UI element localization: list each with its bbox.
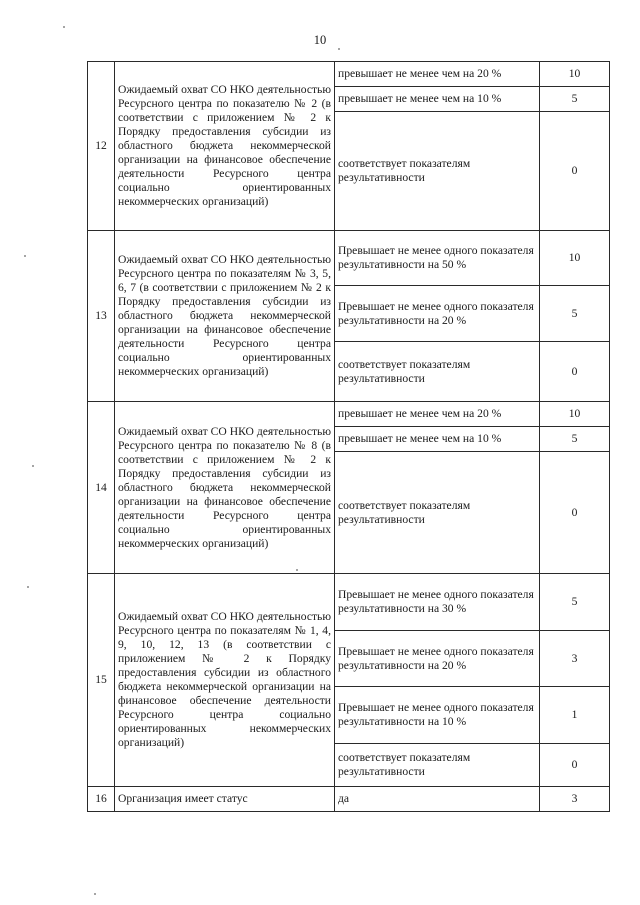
table-row bbox=[88, 402, 610, 427]
row-number: 14 bbox=[88, 402, 115, 574]
criterion-description: Ожидаемый охват СО НКО деятельностью Ресурсного центра по показателям № 1, 4, 9, 10, 12, 13 (в соответствии с приложением № 2 к Порядку предоставления субсидии из областного бюджета некоммерческой организации на финансовое обеспечение деятельности Ресурсного центра социально ориентированных некоммерческих организаций) bbox=[115, 574, 335, 787]
condition-text: соответствует показателям результативности bbox=[335, 342, 540, 402]
criterion-description: Организация имеет статус bbox=[115, 787, 335, 812]
page-number: 10 bbox=[313, 33, 327, 47]
condition-text: Превышает не менее одного показателя результативности на 10 % bbox=[335, 687, 540, 744]
criterion-description: Ожидаемый охват СО НКО деятельностью Ресурсного центра по показателю № 2 (в соответствии с приложением № 2 к Порядку предоставления субсидии из областного бюджета некоммерческой организации на финансовое обеспечение деятельности Ресурсного центра социально ориентированных некоммерческих организаций) bbox=[115, 62, 335, 231]
score-value: 5 bbox=[540, 427, 610, 452]
scan-speck bbox=[27, 586, 29, 588]
table-row bbox=[88, 574, 610, 631]
condition-text: соответствует показателям результативности bbox=[335, 744, 540, 787]
score-value: 0 bbox=[540, 112, 610, 231]
score-value: 3 bbox=[540, 631, 610, 687]
condition-text: превышает не менее чем на 20 % bbox=[335, 62, 540, 87]
condition-text: превышает не менее чем на 20 % bbox=[335, 402, 540, 427]
score-value: 0 bbox=[540, 342, 610, 402]
table-row bbox=[88, 62, 610, 87]
criterion-description: Ожидаемый охват СО НКО деятельностью Ресурсного центра по показателю № 8 (в соответствии с приложением № 2 к Порядку предоставления субсидии из областного бюджета некоммерческой организации на финансовое обеспечение деятельности Ресурсного центра социально ориентированных некоммерческих организаций) bbox=[115, 402, 335, 574]
score-value: 5 bbox=[540, 87, 610, 112]
criterion-description: Ожидаемый охват СО НКО деятельностью Ресурсного центра по показателям № 3, 5, 6, 7 (в соответствии с приложением № 2 к Порядку предоставления субсидии из областного бюджета некоммерческой организации на финансовое обеспечение деятельности Ресурсного центра социально ориентированных некоммерческих организаций) bbox=[115, 231, 335, 402]
condition-text: Превышает не менее одного показателя результативности на 20 % bbox=[335, 631, 540, 687]
condition-text: превышает не менее чем на 10 % bbox=[335, 427, 540, 452]
row-number: 12 bbox=[88, 62, 115, 231]
scan-speck bbox=[296, 569, 298, 571]
score-value: 10 bbox=[540, 231, 610, 286]
condition-text: Превышает не менее одного показателя результативности на 20 % bbox=[335, 286, 540, 342]
condition-text: Превышает не менее одного показателя результативности на 50 % bbox=[335, 231, 540, 286]
condition-text: Превышает не менее одного показателя результативности на 30 % bbox=[335, 574, 540, 631]
score-value: 10 bbox=[540, 402, 610, 427]
condition-text: соответствует показателям результативности bbox=[335, 452, 540, 574]
condition-text: да bbox=[335, 787, 540, 812]
scan-speck bbox=[338, 48, 340, 50]
scan-speck bbox=[63, 26, 65, 28]
score-value: 0 bbox=[540, 452, 610, 574]
scan-speck bbox=[24, 255, 26, 257]
table-row bbox=[88, 787, 610, 812]
row-number: 13 bbox=[88, 231, 115, 402]
score-value: 10 bbox=[540, 62, 610, 87]
score-value: 1 bbox=[540, 687, 610, 744]
scan-speck bbox=[94, 893, 96, 895]
scan-speck bbox=[32, 465, 34, 467]
criteria-table bbox=[87, 61, 610, 812]
score-value: 5 bbox=[540, 574, 610, 631]
score-value: 0 bbox=[540, 744, 610, 787]
score-value: 3 bbox=[540, 787, 610, 812]
row-number: 15 bbox=[88, 574, 115, 787]
condition-text: соответствует показателям результативности bbox=[335, 112, 540, 231]
row-number: 16 bbox=[88, 787, 115, 812]
table-row bbox=[88, 231, 610, 286]
condition-text: превышает не менее чем на 10 % bbox=[335, 87, 540, 112]
score-value: 5 bbox=[540, 286, 610, 342]
